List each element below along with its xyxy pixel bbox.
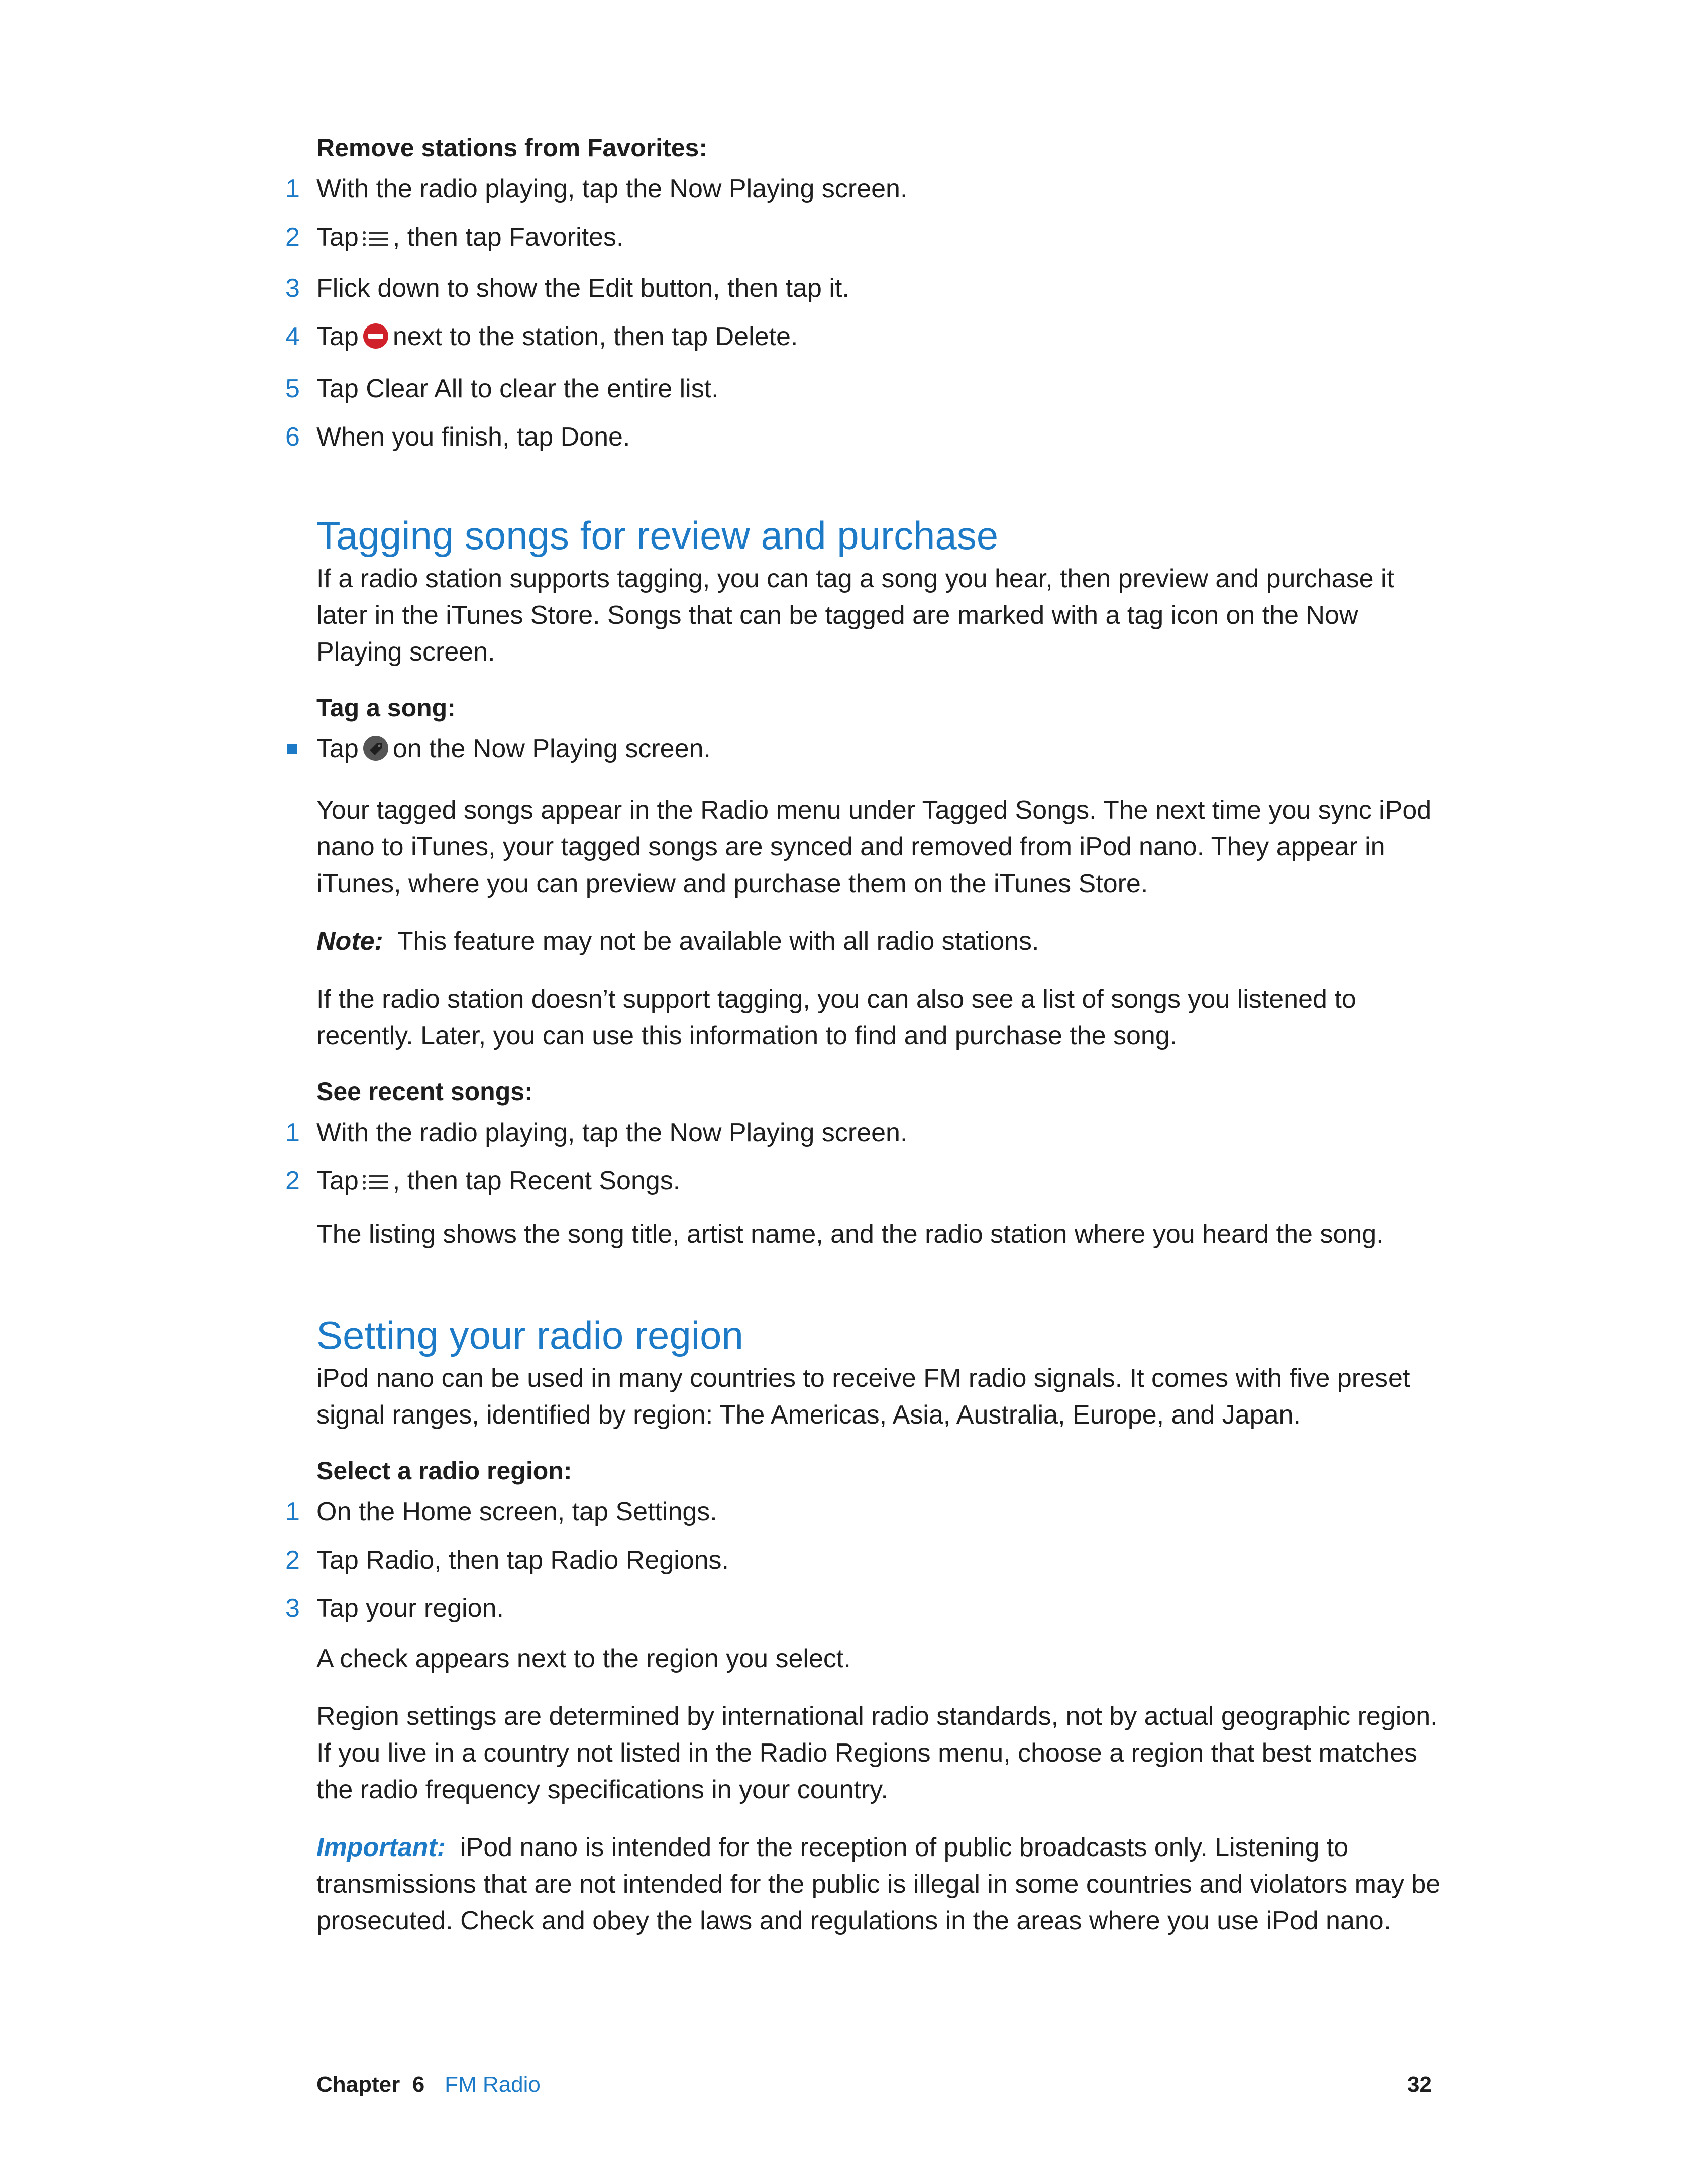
page-number: 32	[1407, 2072, 1432, 2097]
region-step-3	[285, 1592, 1442, 1624]
step-text: Flick down to show the Edit button, then tap it.	[316, 274, 849, 303]
tagging-intro: If a radio station supports tagging, you can tag a song you hear, then preview and purchase it later in the iTunes Store. Songs that can be tagged are marked with a tag icon on the Now Playing screen.	[316, 564, 1394, 667]
remove-step-2	[285, 221, 1442, 256]
step-number: 5	[285, 374, 300, 403]
note-paragraph	[316, 923, 1442, 960]
step-number: 4	[285, 322, 300, 351]
step-text: With the radio playing, tap the Now Playing screen.	[316, 174, 908, 203]
step-text-pre: Tap	[316, 322, 359, 351]
important-paragraph	[316, 1829, 1442, 1939]
step-text: When you finish, tap Done.	[316, 422, 630, 452]
recent-step-2	[285, 1165, 1442, 1200]
recent-songs-subhead: See recent songs:	[316, 1077, 533, 1106]
region-heading: Setting your radio region	[316, 1313, 743, 1357]
region-step-2	[285, 1544, 1442, 1576]
step-text: Tap Clear All to clear the entire list.	[316, 374, 719, 403]
step-number: 2	[285, 223, 300, 252]
menu-icon	[362, 1168, 390, 1200]
no-tagging-paragraph: If the radio station doesn’t support tagging, you can also see a list of songs you listened to recently. Later, you can use this information to find and purchase the song.	[316, 985, 1356, 1050]
tag-song-subhead: Tag a song:	[316, 694, 456, 722]
step-number: 1	[285, 1497, 300, 1527]
delete-icon	[363, 323, 389, 357]
tagged-songs-paragraph: Your tagged songs appear in the Radio menu under Tagged Songs. The next time you sync iPod nano to iTunes, your tagged songs are synced and removed from iPod nano. They appear in iTunes, where you can preview and purchase them on the iTunes Store.	[316, 796, 1432, 898]
step-text: On the Home screen, tap Settings.	[316, 1497, 717, 1527]
step-text-pre: Tap	[316, 223, 359, 252]
important-label: Important:	[316, 1833, 446, 1862]
note-label: Note:	[316, 927, 383, 956]
remove-step-1	[285, 173, 1442, 205]
remove-step-4	[285, 320, 1442, 357]
step-number: 3	[285, 274, 300, 303]
region-step-1	[285, 1496, 1442, 1528]
step-number: 1	[285, 1118, 300, 1147]
step-text-post: next to the station, then tap Delete.	[392, 322, 798, 351]
remove-step-3	[285, 272, 1442, 304]
step-text-pre: Tap	[316, 1166, 359, 1195]
listing-paragraph: The listing shows the song title, artist name, and the radio station where you heard the song.	[316, 1220, 1384, 1249]
recent-step-1	[285, 1117, 1442, 1149]
step-text: Tap your region.	[316, 1594, 504, 1623]
step-number: 6	[285, 422, 300, 452]
step-number: 1	[285, 174, 300, 203]
bullet-text-pre: Tap	[316, 734, 359, 764]
chapter-name: FM Radio	[445, 2072, 541, 2097]
remove-step-6	[285, 421, 1442, 453]
step-number: 2	[285, 1546, 300, 1575]
remove-favorites-subhead: Remove stations from Favorites:	[316, 134, 707, 162]
step-text-post: , then tap Favorites.	[392, 223, 624, 252]
menu-icon	[362, 224, 390, 256]
region-intro: iPod nano can be used in many countries to receive FM radio signals. It comes with five preset signal ranges, identified by region: The Americas, Asia, Australia, Europe, and Japan.	[316, 1364, 1410, 1430]
page-footer	[316, 2069, 1432, 2100]
step-text: Tap Radio, then tap Radio Regions.	[316, 1546, 729, 1575]
step-text-post: , then tap Recent Songs.	[392, 1166, 681, 1195]
check-paragraph: A check appears next to the region you select.	[316, 1644, 851, 1673]
step-number: 3	[285, 1594, 300, 1623]
remove-step-5	[285, 373, 1442, 405]
chapter-label: Chapter 6	[316, 2072, 425, 2097]
select-region-subhead: Select a radio region:	[316, 1457, 572, 1485]
tag-song-bullet	[316, 733, 1442, 769]
page-content	[285, 132, 1442, 1960]
note-text: This feature may not be available with all radio stations.	[397, 927, 1039, 956]
step-text: With the radio playing, tap the Now Playing screen.	[316, 1118, 908, 1147]
region-settings-paragraph: Region settings are determined by international radio standards, not by actual geographic region. If you live in a country not listed in the Radio Regions menu, choose a region that best matches the radio frequency specifications in your country.	[316, 1702, 1438, 1804]
bullet-text-post: on the Now Playing screen.	[392, 734, 711, 764]
tagging-heading: Tagging songs for review and purchase	[316, 513, 999, 558]
bullet-marker	[287, 744, 297, 754]
tag-icon	[363, 735, 389, 769]
step-number: 2	[285, 1166, 300, 1195]
important-text: iPod nano is intended for the reception of public broadcasts only. Listening to transmissions that are not intended for the public is illegal in some countries and violators may be prosecuted. Check and obey the laws and regulations in the areas where you use iPod nano.	[316, 1833, 1441, 1935]
